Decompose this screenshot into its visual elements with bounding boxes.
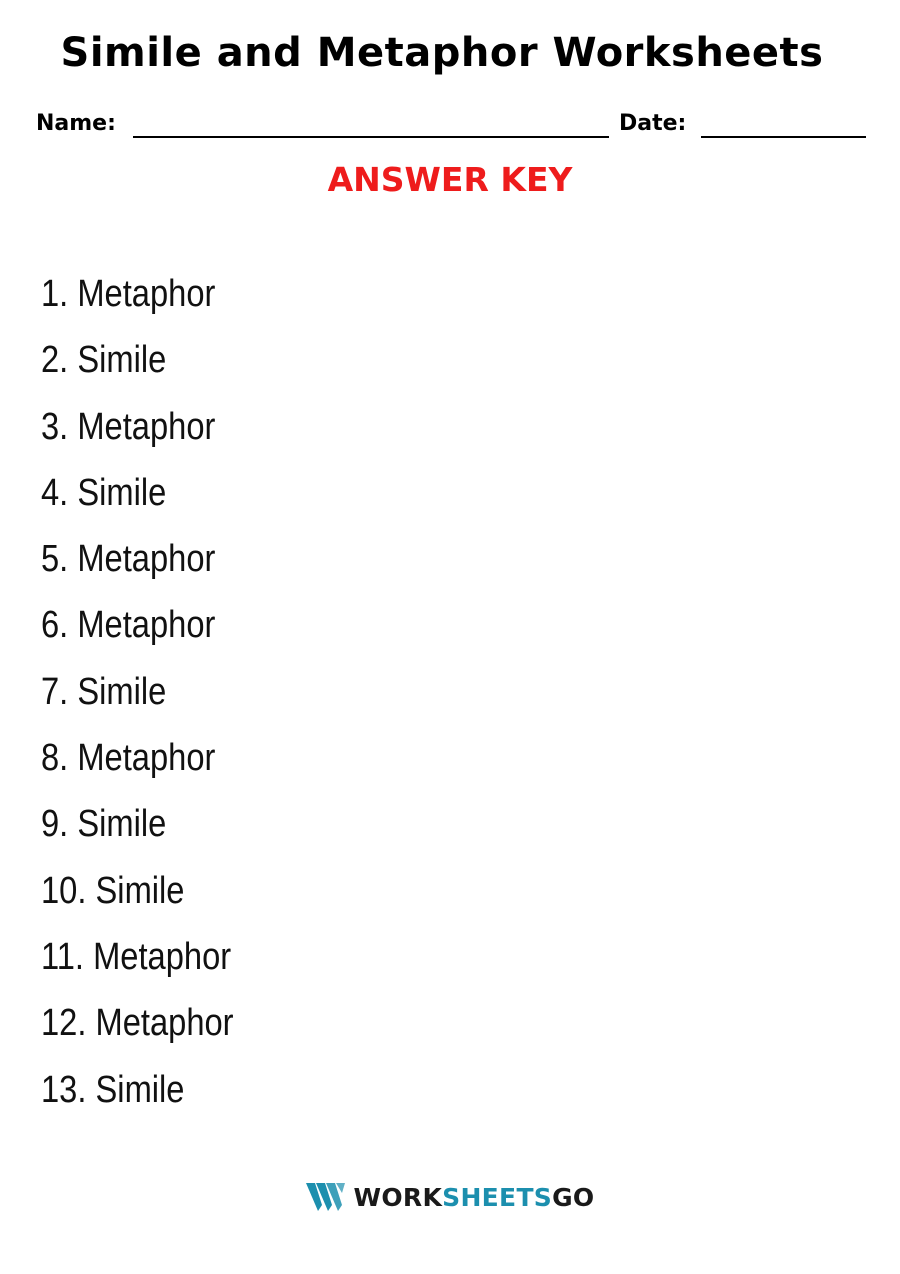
- answer-item: 3. Metaphor: [41, 405, 216, 448]
- name-line: [133, 136, 609, 138]
- brand-part-work: WORK: [353, 1182, 443, 1212]
- answer-item: 6. Metaphor: [41, 604, 216, 647]
- answer-item: 8. Metaphor: [41, 737, 216, 780]
- answer-list: [41, 268, 265, 1130]
- worksheetsgo-logo-icon: [306, 1181, 346, 1213]
- name-date-fields: [36, 108, 866, 142]
- answer-key-heading: ANSWER KEY: [327, 160, 573, 199]
- answer-item: 5. Metaphor: [41, 538, 216, 581]
- brand-part-sheets: SHEETS: [442, 1182, 553, 1212]
- answer-item: 1. Metaphor: [41, 273, 216, 315]
- date-label: Date:: [619, 111, 687, 136]
- answer-item: 11. Metaphor: [41, 935, 232, 978]
- answer-item: 9. Simile: [41, 803, 167, 846]
- brand-part-go: GO: [552, 1182, 595, 1212]
- answer-item: 12. Metaphor: [41, 1002, 234, 1045]
- answer-item: 4. Simile: [41, 471, 167, 514]
- answer-item: 2. Simile: [41, 339, 167, 382]
- answer-item: 13. Simile: [41, 1068, 185, 1111]
- date-line: [701, 136, 866, 138]
- answer-item: 10. Simile: [41, 869, 185, 912]
- answer-item: 7. Simile: [41, 670, 167, 713]
- page-title: Simile and Metaphor Worksheets: [60, 30, 824, 76]
- footer-brand: [0, 1180, 900, 1214]
- brand-wordmark: [354, 1183, 595, 1212]
- name-label: Name:: [36, 111, 116, 136]
